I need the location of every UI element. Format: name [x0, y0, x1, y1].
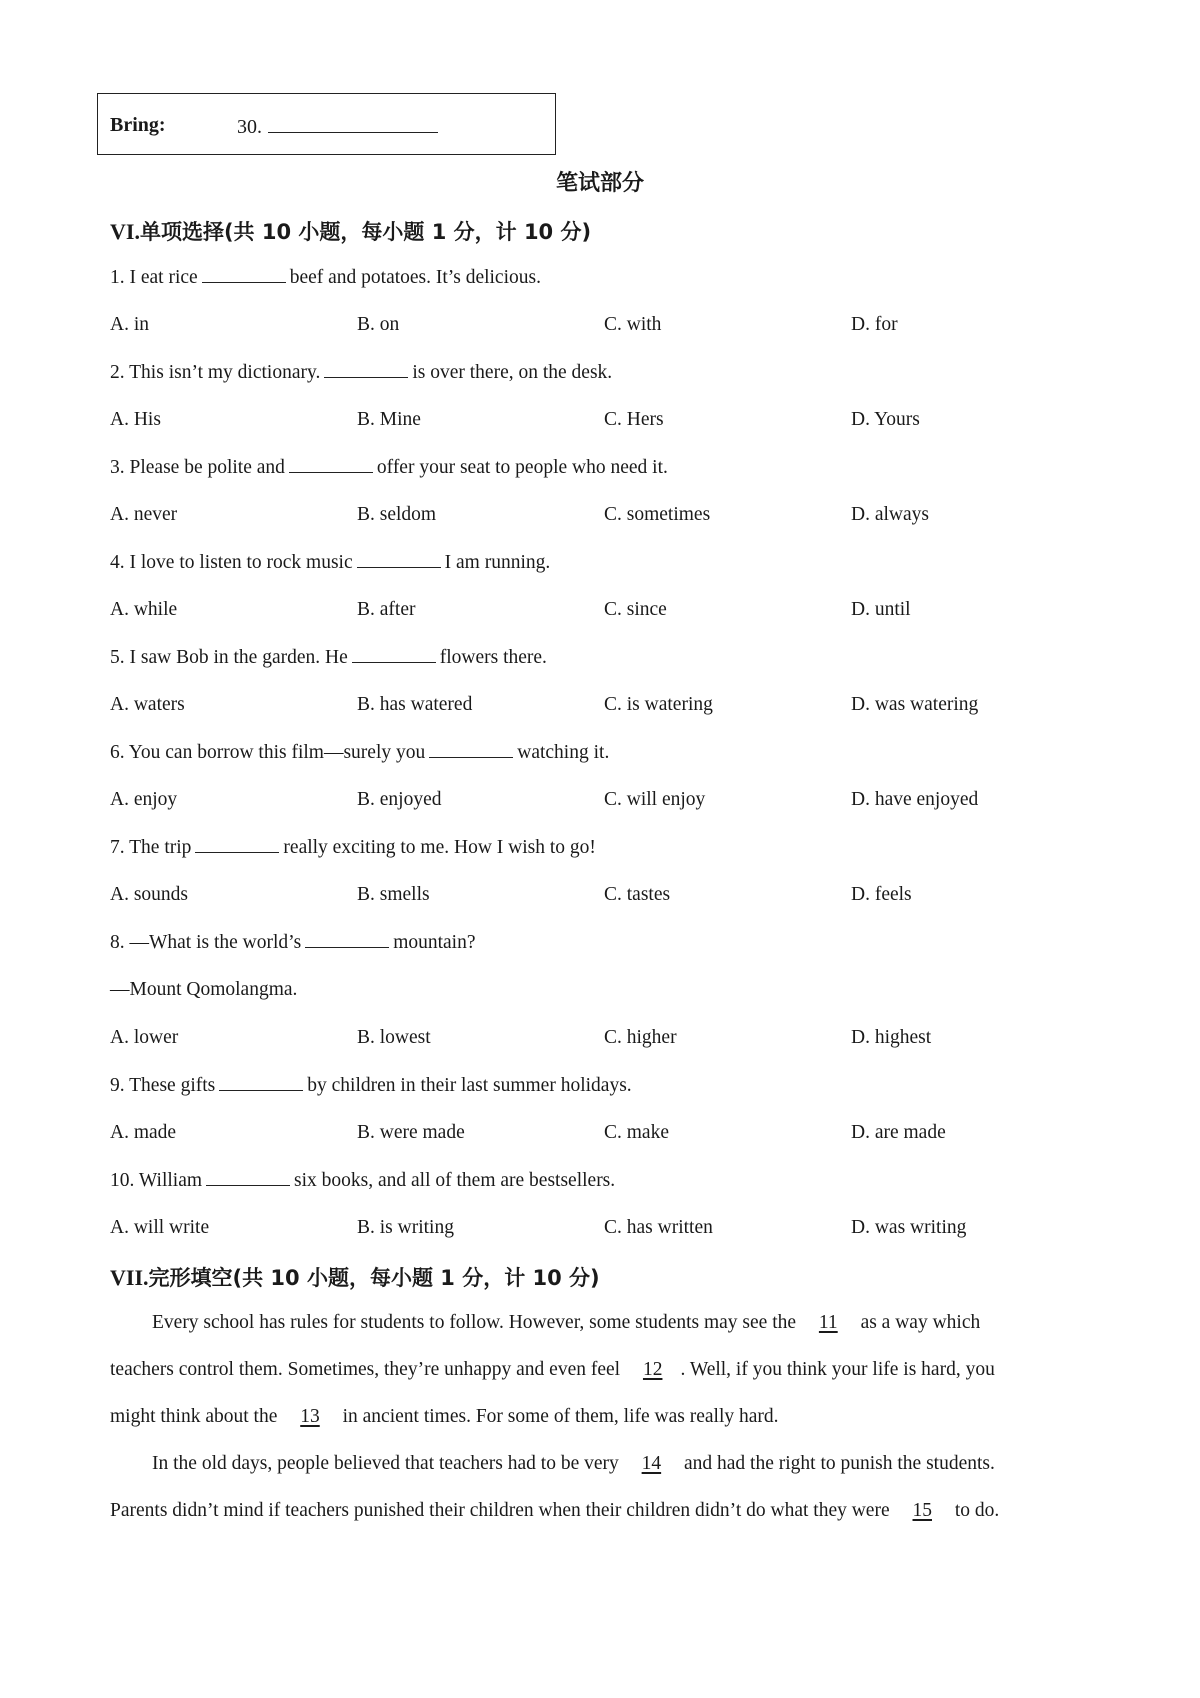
question-2-option-b[interactable]: B. Mine [357, 409, 421, 430]
question-8-option-b[interactable]: B. lowest [357, 1027, 431, 1048]
question-2-text-end: is over there, on the desk. [412, 362, 613, 383]
question-2-text: 2. This isn’t my dictionary. [110, 362, 321, 383]
bring-box [97, 93, 556, 155]
cloze-line-4 [152, 1453, 995, 1475]
question-5-option-c[interactable]: C. is watering [604, 694, 713, 715]
question-7-option-c[interactable]: C. tastes [604, 884, 671, 905]
cloze-line-5 [110, 1500, 999, 1522]
question-10-option-a[interactable]: A. will write [110, 1217, 210, 1238]
question-4-stem [110, 551, 550, 574]
question-9-option-d[interactable]: D. are made [851, 1122, 946, 1143]
cloze-text: in ancient times. For some of them, life was really hard. [342, 1406, 779, 1427]
bring-answer-line [268, 114, 438, 133]
question-7-text-end: really exciting to me. How I wish to go! [283, 837, 596, 858]
question-6-option-d[interactable]: D. have enjoyed [851, 789, 979, 810]
question-3-option-b[interactable]: B. seldom [357, 504, 437, 525]
cloze-text: as a way which [860, 1312, 981, 1333]
question-9-stem [110, 1074, 632, 1097]
question-5-text-end: flowers there. [439, 647, 547, 668]
question-1-option-c[interactable]: C. with [604, 314, 662, 335]
question-1-option-b[interactable]: B. on [357, 314, 400, 335]
question-1-text-end: beef and potatoes. It’s delicious. [289, 267, 541, 288]
question-6-option-a[interactable]: A. enjoy [110, 789, 178, 810]
question-6-stem [110, 741, 609, 764]
question-7-option-b[interactable]: B. smells [357, 884, 430, 905]
question-1-stem [110, 266, 541, 289]
bring-answer-field[interactable] [237, 114, 438, 139]
cloze-blank-12[interactable]: 12 [642, 1359, 663, 1380]
section-6-title: 单项选择(共 10 小题，每小题 1 分，计 10 分) [139, 220, 592, 244]
cloze-blank-11[interactable]: 11 [818, 1312, 838, 1333]
question-6-blank[interactable] [429, 741, 513, 758]
question-7-stem [110, 836, 596, 859]
question-2-option-c[interactable]: C. Hers [604, 409, 664, 430]
question-1-option-d[interactable]: D. for [851, 314, 898, 335]
question-3-blank[interactable] [289, 456, 373, 473]
question-3-text-end: offer your seat to people who need it. [376, 457, 668, 478]
question-7-option-a[interactable]: A. sounds [110, 884, 189, 905]
question-4-option-c[interactable]: C. since [604, 599, 667, 620]
cloze-text: teachers control them. Sometimes, they’re unhappy and even feel [110, 1359, 621, 1380]
question-1-text: 1. I eat rice [110, 267, 198, 288]
question-7-blank[interactable] [195, 836, 279, 853]
question-2-option-d[interactable]: D. Yours [851, 409, 920, 430]
cloze-line-3 [110, 1406, 779, 1428]
question-5-option-a[interactable]: A. waters [110, 694, 185, 715]
question-8-option-a[interactable]: A. lower [110, 1027, 179, 1048]
question-3-text: 3. Please be polite and [110, 457, 285, 478]
question-6-text-end: watching it. [517, 742, 610, 763]
question-10-option-c[interactable]: C. has written [604, 1217, 713, 1238]
cloze-blank-14[interactable]: 14 [641, 1453, 662, 1474]
question-2-option-a[interactable]: A. His [110, 409, 161, 430]
bring-number: 30. [237, 116, 262, 138]
question-4-option-d[interactable]: D. until [851, 599, 911, 620]
cloze-text: . Well, if you think your life is hard, you [680, 1359, 995, 1380]
question-10-option-d[interactable]: D. was writing [851, 1217, 967, 1238]
question-7-option-d[interactable]: D. feels [851, 884, 912, 905]
question-10-text-end: six books, and all of them are bestsellers. [294, 1170, 616, 1191]
question-7-text: 7. The trip [110, 837, 192, 858]
cloze-blank-13[interactable]: 13 [300, 1406, 320, 1427]
section-7-title: 完形填空(共 10 小题，每小题 1 分，计 10 分) [148, 1266, 600, 1290]
question-9-option-b[interactable]: B. were made [357, 1122, 465, 1143]
question-8-response: —Mount Qomolangma. [110, 979, 298, 1000]
question-1-option-a[interactable]: A. in [110, 314, 149, 335]
question-4-blank[interactable] [357, 551, 441, 568]
cloze-text: might think about the [110, 1406, 278, 1427]
question-9-blank[interactable] [219, 1074, 303, 1091]
question-10-stem [110, 1169, 615, 1192]
question-8-stem [110, 931, 476, 954]
question-5-text: 5. I saw Bob in the garden. He [110, 647, 348, 668]
question-2-blank[interactable] [324, 361, 408, 378]
question-8-text-end: mountain? [393, 932, 476, 953]
question-3-stem [110, 456, 668, 479]
question-4-option-a[interactable]: A. while [110, 599, 178, 620]
question-6-option-c[interactable]: C. will enjoy [604, 789, 706, 810]
question-9-text-end: by children in their last summer holidays. [307, 1075, 632, 1096]
question-10-text: 10. William [110, 1170, 203, 1191]
question-6-option-b[interactable]: B. enjoyed [357, 789, 442, 810]
question-8-text: 8. —What is the world’s [110, 932, 302, 953]
question-5-option-d[interactable]: D. was watering [851, 694, 979, 715]
question-5-option-b[interactable]: B. has watered [357, 694, 473, 715]
question-3-option-c[interactable]: C. sometimes [604, 504, 711, 525]
question-9-option-c[interactable]: C. make [604, 1122, 669, 1143]
question-2-stem [110, 361, 612, 384]
bring-label: Bring: [110, 114, 166, 136]
question-5-blank[interactable] [352, 646, 436, 663]
cloze-text: Every school has rules for students to follow. However, some students may see the [152, 1312, 797, 1333]
question-10-option-b[interactable]: B. is writing [357, 1217, 454, 1238]
cloze-blank-15[interactable]: 15 [912, 1500, 932, 1521]
cloze-text: In the old days, people believed that teachers had to be very [152, 1453, 619, 1474]
question-4-text: 4. I love to listen to rock music [110, 552, 353, 573]
cloze-text: and had the right to punish the students. [684, 1453, 995, 1474]
question-5-stem [110, 646, 547, 669]
question-6-text: 6. You can borrow this film—surely you [110, 742, 426, 763]
question-4-option-b[interactable]: B. after [357, 599, 416, 620]
cloze-line-1 [152, 1312, 980, 1334]
question-8-blank[interactable] [305, 931, 389, 948]
question-8-option-d[interactable]: D. highest [851, 1027, 932, 1048]
question-8-option-c[interactable]: C. higher [604, 1027, 677, 1048]
question-9-text: 9. These gifts [110, 1075, 216, 1096]
cloze-text: Parents didn’t mind if teachers punished their children when their children didn’t do what they were [110, 1500, 890, 1521]
question-9-option-a[interactable]: A. made [110, 1122, 177, 1143]
question-3-option-a[interactable]: A. never [110, 504, 178, 525]
section-6-roman: VI. [110, 219, 140, 244]
question-1-blank[interactable] [202, 266, 286, 283]
cloze-line-2 [110, 1359, 995, 1381]
section-7-roman: VII. [110, 1265, 149, 1290]
question-3-option-d[interactable]: D. always [851, 504, 929, 525]
section-6-heading [110, 216, 591, 246]
question-4-text-end: I am running. [444, 552, 551, 573]
question-10-blank[interactable] [206, 1169, 290, 1186]
part-title: 笔试部分 [555, 171, 644, 196]
cloze-text: to do. [954, 1500, 1000, 1521]
section-7-heading [110, 1262, 600, 1292]
